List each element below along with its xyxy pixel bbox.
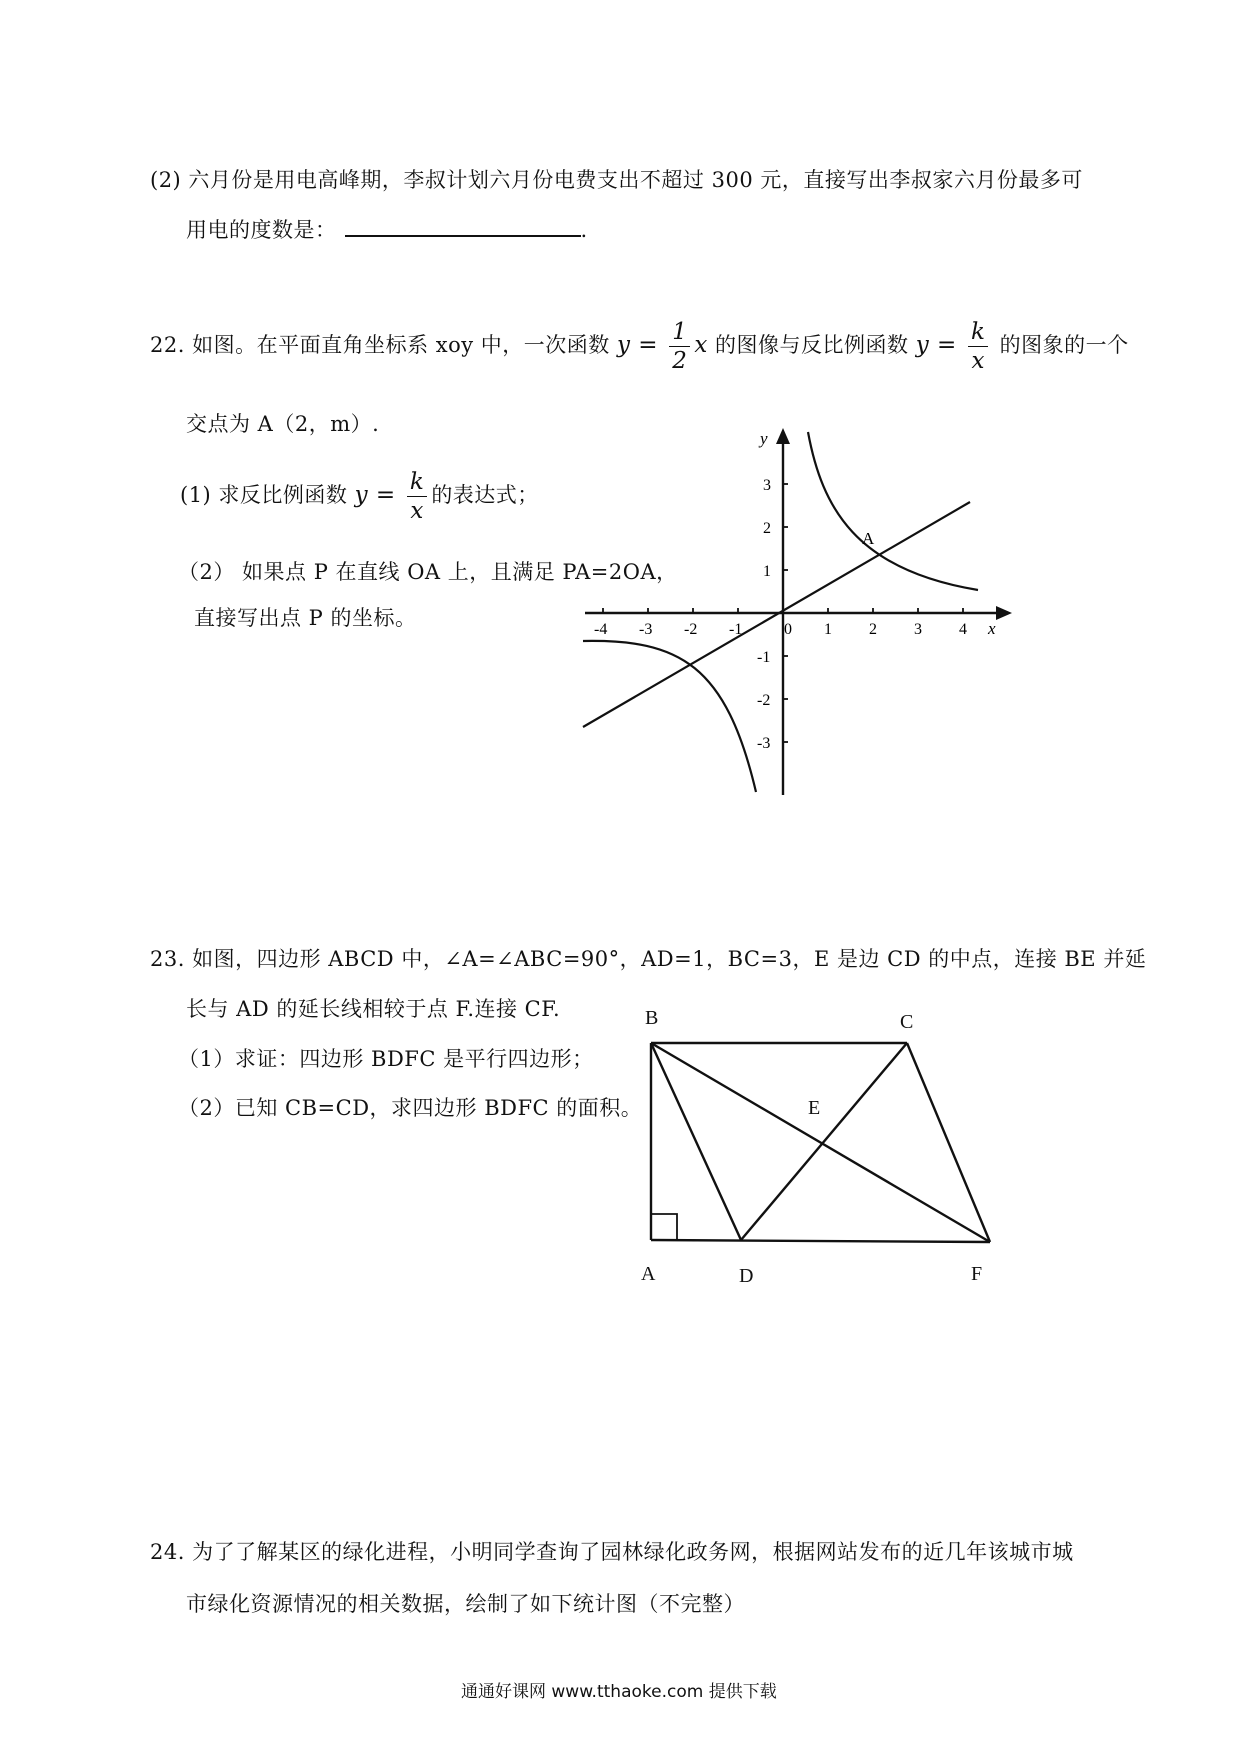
- x-tick-label: -4: [594, 621, 608, 638]
- q22-part2-line2: 直接写出点 P 的坐标。: [194, 606, 417, 630]
- y-axis-label: y: [760, 429, 768, 448]
- eq1-y: y =: [616, 332, 659, 358]
- eq2-numerator: k: [968, 318, 988, 347]
- segment-af: [651, 1240, 990, 1242]
- segment-dc: [741, 1043, 907, 1240]
- q23-line1: 23. 如图，四边形 ABCD 中，∠A=∠ABC=90°，AD=1，BC=3，E 是边 CD 的中点，连接 BE 并延: [150, 947, 1147, 971]
- q22-line1-b: 的图像与反比例函数: [715, 333, 909, 357]
- q24-line2: 市绿化资源情况的相关数据，绘制了如下统计图（不完整）: [186, 1592, 745, 1616]
- q23-part1: （1）求证：四边形 BDFC 是平行四边形；: [178, 1047, 594, 1071]
- x-tick-label: 2: [869, 621, 877, 638]
- y-tick-label: -2: [757, 692, 771, 709]
- right-angle-mark: [651, 1214, 677, 1240]
- label-a: A: [641, 1263, 656, 1285]
- eq1-x: x: [694, 332, 708, 358]
- q22-line1-a: 22. 如图。在平面直角坐标系 xoy 中，一次函数: [150, 333, 610, 357]
- y-tick-label: 3: [763, 477, 771, 494]
- q22-line2: 交点为 A（2，m）.: [186, 412, 380, 436]
- eq2-y: y =: [915, 332, 957, 358]
- q21-part2-label: 用电的度数是：: [186, 218, 337, 242]
- point-a-label: A: [862, 529, 875, 548]
- segment-bf: [651, 1043, 990, 1242]
- label-d: D: [739, 1265, 754, 1287]
- x-tick-label: 1: [824, 621, 832, 638]
- q22-part1-a: (1) 求反比例函数: [180, 483, 348, 507]
- y-tick-label: -3: [757, 735, 771, 752]
- x-tick-label: -2: [684, 621, 698, 638]
- label-e: E: [808, 1097, 821, 1119]
- q21-part2-line1: (2) 六月份是用电高峰期，李叔计划六月份电费支出不超过 300 元，直接写出李叔家六月份最多可: [150, 168, 1083, 192]
- q22-part1-b: 的表达式；: [431, 483, 539, 507]
- footer-text: 通通好课网 www.tthaoke.com 提供下载: [461, 1682, 777, 1702]
- eq3-y: y =: [354, 482, 396, 508]
- segment-cf: [907, 1043, 990, 1242]
- x-tick-label: 4: [959, 621, 967, 638]
- y-tick-label: 2: [763, 520, 771, 537]
- eq2-denominator: x: [971, 348, 985, 374]
- q24-line1: 24. 为了了解某区的绿化进程，小明同学查询了园林绿化政务网，根据网站发布的近几年该城市城: [150, 1540, 1074, 1564]
- q23-line2: 长与 AD 的延长线相较于点 F.连接 CF.: [186, 997, 561, 1021]
- label-f: F: [971, 1263, 983, 1285]
- y-tick-label: 1: [763, 563, 771, 580]
- x-tick-label: 3: [914, 621, 922, 638]
- x-tick-label: -3: [639, 621, 653, 638]
- q21-period: .: [580, 218, 588, 242]
- q23-part2: （2）已知 CB=CD，求四边形 BDFC 的面积。: [178, 1096, 643, 1120]
- q22-line1-c: 的图象的一个: [999, 333, 1129, 357]
- label-b: B: [645, 1007, 659, 1029]
- origin-label: 0: [784, 621, 792, 638]
- y-tick-label: -1: [757, 649, 771, 666]
- eq1-denominator: 2: [672, 348, 688, 374]
- q22-part2-line1: （2） 如果点 P 在直线 OA 上，且满足 PA=2OA，: [178, 560, 678, 584]
- eq3-numerator: k: [407, 468, 427, 497]
- label-c: C: [900, 1011, 914, 1033]
- x-tick-label: -1: [729, 621, 743, 638]
- segment-bd: [651, 1043, 741, 1240]
- eq1-numerator: 1: [669, 318, 690, 347]
- eq3-denominator: x: [410, 498, 424, 524]
- x-axis-label: x: [988, 619, 996, 638]
